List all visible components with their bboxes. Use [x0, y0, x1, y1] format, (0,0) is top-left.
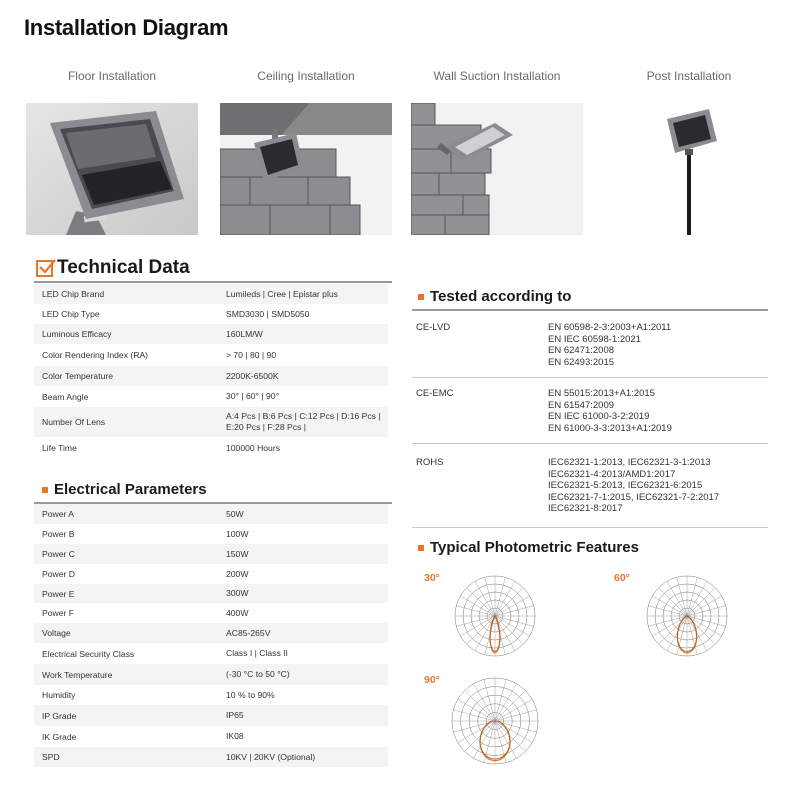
- standard-item: EN IEC 60598-1:2021: [548, 333, 641, 345]
- spec-value: (-30 °C to 50 °C): [220, 664, 388, 685]
- technical-data-table: [34, 284, 388, 459]
- standard-item: EN 61547:2009: [548, 399, 615, 411]
- spec-key: Number Of Lens: [34, 407, 220, 437]
- spec-value: Class I | Class II: [220, 643, 388, 664]
- spec-key: Color Rendering Index (RA): [34, 344, 220, 366]
- section-title: Technical Data: [57, 257, 190, 278]
- table-row: [34, 603, 388, 623]
- polar-chart-30: [418, 566, 568, 662]
- table-row: [34, 623, 388, 643]
- section-title: Typical Photometric Features: [430, 539, 639, 556]
- test-block-ce-emc: [412, 388, 768, 444]
- spec-key: Electrical Security Class: [34, 643, 220, 664]
- table-row: [34, 705, 388, 726]
- spec-value: IK08: [220, 726, 388, 747]
- spec-value: 150W: [220, 544, 388, 564]
- test-standard-name: CE-EMC: [416, 388, 454, 399]
- test-standard-values: [548, 457, 719, 515]
- spec-value: 300W: [220, 584, 388, 603]
- tested-according-heading: [418, 288, 571, 305]
- table-row: [34, 544, 388, 564]
- spec-key: IK Grade: [34, 726, 220, 747]
- table-row: [34, 407, 388, 437]
- section-title: Electrical Parameters: [54, 481, 207, 498]
- spec-key: Power B: [34, 524, 220, 544]
- spec-value: 2200K-6500K: [220, 366, 388, 386]
- ceiling-installation-photo: [220, 103, 392, 235]
- floor-installation-photo: [26, 103, 198, 235]
- table-row: [34, 564, 388, 584]
- spec-value: AC85-265V: [220, 623, 388, 643]
- standard-item: IEC62321-8:2017: [548, 503, 623, 515]
- polar-chart-60: [610, 566, 760, 662]
- spec-key: Power E: [34, 584, 220, 603]
- page-title: Installation Diagram: [24, 15, 229, 40]
- spec-value: 50W: [220, 504, 388, 524]
- standard-item: IEC62321-7-1:2015, IEC62321-7-2:2017: [548, 491, 720, 503]
- table-row: [34, 366, 388, 386]
- standard-item: EN 60598-2-3:2003+A1:2011: [548, 322, 672, 333]
- spec-value: > 70 | 80 | 90: [220, 344, 388, 366]
- section-title: Tested according to: [430, 288, 572, 305]
- standard-item: EN 62471:2008: [548, 345, 615, 357]
- spec-key: Power F: [34, 603, 220, 623]
- standard-item: EN 61000-3-3:2013+A1:2019: [548, 422, 672, 434]
- bullet-icon: [418, 545, 424, 551]
- spec-key: Power A: [34, 504, 220, 524]
- table-row: [34, 284, 388, 304]
- installation-label: Ceiling Installation: [257, 69, 355, 83]
- table-row: [34, 726, 388, 747]
- table-row: [34, 685, 388, 705]
- test-block-rohs: [412, 457, 768, 528]
- spec-value: 100000 Hours: [220, 437, 388, 459]
- technical-data-heading: [36, 257, 190, 279]
- beam-angle-label: 30°: [424, 572, 440, 584]
- post-installation-photo: [603, 103, 775, 235]
- spec-value: 200W: [220, 564, 388, 584]
- spec-value: 10 % to 90%: [220, 685, 388, 705]
- test-standard-values: [548, 322, 671, 368]
- installation-label: Post Installation: [646, 69, 732, 83]
- installation-label: Wall Suction Installation: [433, 69, 561, 83]
- standard-item: IEC62321-4:2013/AMD1:2017: [548, 468, 676, 480]
- test-standard-name: ROHS: [416, 457, 444, 468]
- polar-chart-90: [418, 668, 568, 770]
- spec-value: IP65: [220, 705, 388, 726]
- test-block-ce-lvd: [412, 322, 768, 378]
- standard-item: EN 62493:2015: [548, 356, 615, 368]
- table-row: [34, 584, 388, 603]
- table-row: [34, 524, 388, 544]
- spec-value: 100W: [220, 524, 388, 544]
- wall-installation-photo: [411, 103, 583, 235]
- standard-item: IEC62321-5:2013, IEC62321-6:2015: [548, 480, 703, 492]
- electrical-parameters-table: [34, 504, 388, 767]
- spec-key: IP Grade: [34, 705, 220, 726]
- divider: [34, 281, 392, 283]
- spec-value: 30° | 60° | 90°: [220, 386, 388, 407]
- bullet-icon: [418, 294, 424, 300]
- spec-key: SPD: [34, 747, 220, 767]
- standard-item: IEC62321-1:2013, IEC62321-3-1:2013: [548, 457, 711, 468]
- check-icon: [36, 260, 53, 277]
- table-row: [34, 643, 388, 664]
- spec-key: Power D: [34, 564, 220, 584]
- spec-key: Beam Angle: [34, 386, 220, 407]
- polar-diagram: [418, 668, 568, 770]
- spec-key: Color Temperature: [34, 366, 220, 386]
- polar-diagram: [610, 566, 760, 662]
- spec-key: Power C: [34, 544, 220, 564]
- standard-item: EN 55015:2013+A1:2015: [548, 388, 655, 399]
- spec-key: LED Chip Brand: [34, 284, 220, 304]
- test-standard-values: [548, 388, 672, 434]
- table-row: [34, 664, 388, 685]
- table-row: [34, 437, 388, 459]
- table-row: [34, 386, 388, 407]
- divider: [412, 309, 768, 311]
- beam-angle-label: 60°: [614, 572, 630, 584]
- spec-key: Work Temperature: [34, 664, 220, 685]
- spec-value: SMD3030 | SMD5050: [220, 304, 388, 324]
- spec-value: 160LM/W: [220, 324, 388, 344]
- spec-value: Lumileds | Cree | Epistar plus: [220, 284, 388, 304]
- table-row: [34, 344, 388, 366]
- standard-item: EN IEC 61000-3-2:2019: [548, 411, 650, 423]
- beam-angle-label: 90°: [424, 674, 440, 686]
- table-row: [34, 504, 388, 524]
- test-standard-name: CE-LVD: [416, 322, 451, 333]
- spec-value: 10KV | 20KV (Optional): [220, 747, 388, 767]
- spec-value: 400W: [220, 603, 388, 623]
- spec-key: Voltage: [34, 623, 220, 643]
- spec-key: Life Time: [34, 437, 220, 459]
- spec-value: A:4 Pcs | B:6 Pcs | C:12 Pcs | D:16 Pcs | E:20 Pcs | F:28 Pcs |: [220, 407, 388, 437]
- photometric-heading: [418, 539, 639, 556]
- installation-gallery: [26, 60, 776, 240]
- spec-key: LED Chip Type: [34, 304, 220, 324]
- installation-label: Floor Installation: [67, 69, 157, 83]
- polar-diagram: [418, 566, 568, 662]
- bullet-icon: [42, 487, 48, 493]
- table-row: [34, 747, 388, 767]
- table-row: [34, 304, 388, 324]
- spec-key: Humidity: [34, 685, 220, 705]
- spec-key: Luminous Efficacy: [34, 324, 220, 344]
- table-row: [34, 324, 388, 344]
- electrical-parameters-heading: [42, 481, 207, 498]
